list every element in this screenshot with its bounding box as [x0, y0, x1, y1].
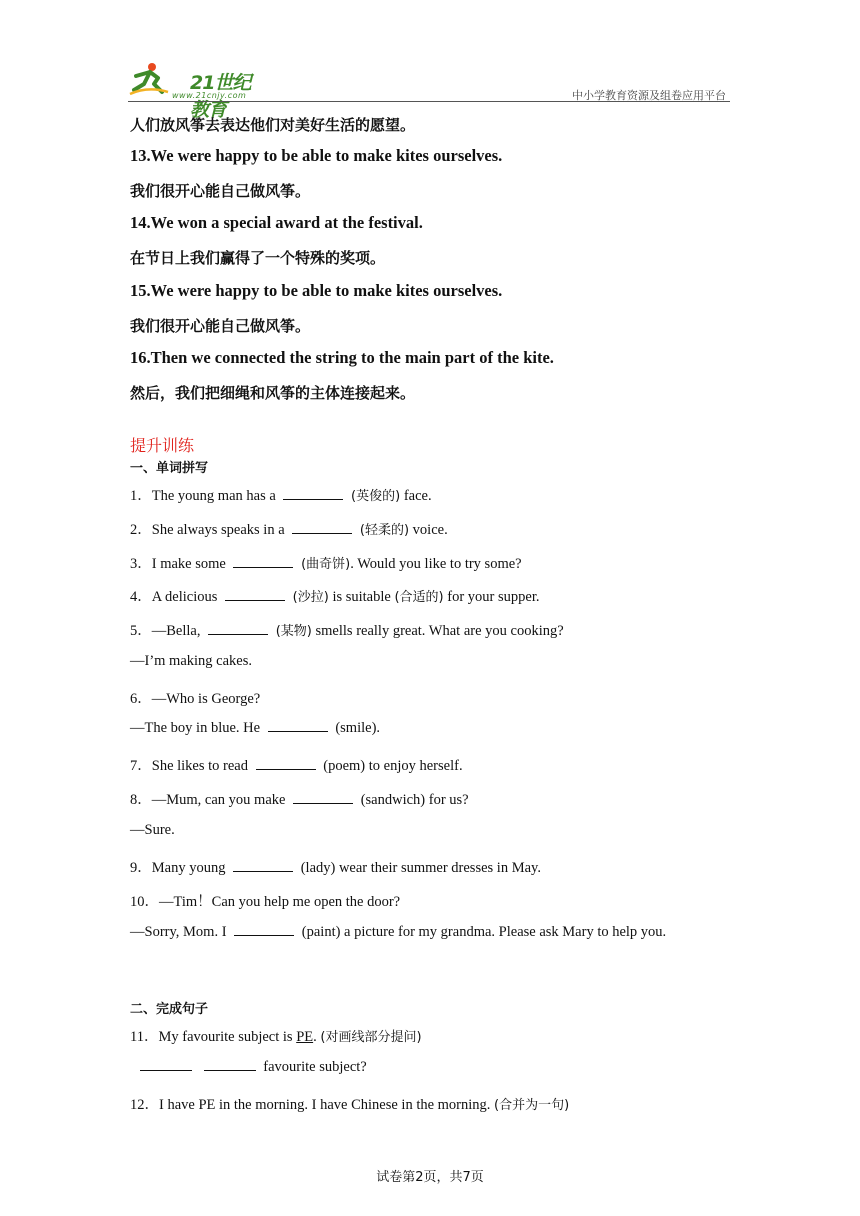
question-number: 3．: [130, 556, 152, 572]
answer-blank[interactable]: [292, 532, 352, 534]
question-text: (poem) to enjoy herself.: [323, 758, 463, 774]
answer-blank[interactable]: [233, 566, 293, 568]
answer-blank[interactable]: [283, 498, 343, 500]
question-text: She always speaks in a: [151, 522, 285, 538]
question-11: [130, 1025, 422, 1046]
answer-blank[interactable]: [234, 934, 294, 936]
site-title: 中小学教育资源及组卷应用平台: [572, 89, 726, 102]
question-number: 8．: [130, 792, 152, 808]
runner-logo-icon: [128, 62, 170, 98]
question-11-answer: [136, 1059, 367, 1076]
answer-blank[interactable]: [293, 802, 353, 804]
question-4: [130, 585, 539, 606]
question-text: —Bella,: [151, 623, 201, 639]
question-text: The young man has a: [151, 488, 276, 504]
page-number: 试卷第2页，共7页: [376, 1170, 484, 1185]
question-text: —Sorry, Mom. I: [130, 924, 227, 940]
page-header: [128, 62, 730, 121]
translation-en-14: 14.We won a special award at the festival.: [130, 213, 423, 232]
section-title: 提升训练: [130, 436, 195, 455]
part1-heading: 一、单词拼写: [130, 461, 209, 476]
question-number: 2．: [130, 522, 152, 538]
question-number: 9．: [130, 860, 152, 876]
question-text: face.: [403, 488, 432, 504]
question-text: smells really great. What are you cooking?: [315, 623, 564, 639]
question-text: (lady) wear their summer dresses in May.: [300, 860, 541, 876]
answer-blank[interactable]: [140, 1069, 192, 1071]
question-text: voice.: [412, 522, 448, 538]
hint: (轻柔的): [359, 523, 410, 538]
hint: (曲奇饼): [301, 557, 351, 572]
question-10-line2: [130, 924, 666, 941]
question-text: A delicious: [151, 589, 218, 605]
logo-url: www.21cnjy.com: [172, 91, 247, 100]
question-6: [130, 687, 260, 708]
question-9: [130, 856, 541, 877]
translation-en-13: 13.We were happy to be able to make kites ourselves.: [130, 146, 503, 165]
underlined-word: PE: [296, 1029, 314, 1045]
answer-blank[interactable]: [268, 730, 328, 732]
question-5-reply: —I’m making cakes.: [130, 653, 253, 669]
question-number: 6．: [130, 691, 152, 707]
question-text: (paint) a picture for my grandma. Please ask Mary to help you.: [301, 924, 667, 940]
question-8: [130, 788, 469, 809]
question-8-reply: —Sure.: [130, 822, 175, 838]
hint: (某物): [275, 624, 312, 639]
page-footer: [0, 1166, 860, 1186]
question-text: —Mum, can you make: [151, 792, 286, 808]
question-text: I have PE in the morning. I have Chinese in the morning.: [159, 1097, 491, 1113]
question-number: 12．: [130, 1097, 159, 1113]
question-3: [130, 552, 522, 573]
question-text: She likes to read: [151, 758, 248, 774]
question-text: —Tim！Can you help me open the door?: [159, 894, 401, 910]
question-12: [130, 1093, 569, 1114]
question-2: [130, 518, 448, 539]
question-10: [130, 890, 400, 911]
question-text: . Would you like to try some?: [350, 556, 522, 572]
question-text: —Who is George?: [151, 691, 261, 707]
question-text: (sandwich) for us?: [360, 792, 469, 808]
question-text: I make some: [151, 556, 226, 572]
question-text: for your supper.: [447, 589, 540, 605]
hint: (对画线部分提问): [320, 1030, 422, 1045]
translation-en-16: 16.Then we connected the string to the main part of the kite.: [130, 348, 554, 367]
answer-blank[interactable]: [225, 599, 285, 601]
hint: (合适的): [394, 590, 444, 605]
question-number: 7．: [130, 758, 152, 774]
question-text: —The boy in blue. He: [130, 720, 261, 736]
question-number: 11．: [130, 1029, 159, 1045]
question-number: 10．: [130, 894, 159, 910]
hint: (合并为一句): [494, 1098, 570, 1113]
question-7: [130, 754, 463, 775]
logo: [128, 62, 268, 121]
question-number: 5．: [130, 623, 152, 639]
translation-cn-14: 在节日上我们赢得了一个特殊的奖项。: [130, 249, 386, 267]
answer-blank[interactable]: [204, 1069, 256, 1071]
question-5: [130, 619, 564, 640]
translation-cn-15: 我们很开心能自己做风筝。: [130, 317, 311, 335]
translation-cn-12: 人们放风筝去表达他们对美好生活的愿望。: [130, 116, 416, 134]
question-text: is suitable: [332, 589, 391, 605]
question-text: .: [313, 1029, 317, 1045]
hint: (沙拉): [292, 590, 329, 605]
question-text: favourite subject?: [263, 1059, 367, 1075]
translation-cn-13: 我们很开心能自己做风筝。: [130, 182, 311, 200]
answer-blank[interactable]: [233, 870, 293, 872]
question-text: My favourite subject is: [158, 1029, 293, 1045]
question-number: 4．: [130, 589, 152, 605]
logo-text: 21世纪教育: [190, 72, 251, 121]
hint: (英俊的): [351, 489, 401, 504]
answer-blank[interactable]: [208, 633, 268, 635]
translation-cn-16: 然后，我们把细绳和风筝的主体连接起来。: [130, 384, 416, 402]
question-6-line2: [130, 720, 380, 737]
answer-blank[interactable]: [256, 768, 316, 770]
header-divider: [128, 101, 730, 102]
translation-en-15: 15.We were happy to be able to make kites ourselves.: [130, 281, 503, 300]
question-number: 1．: [130, 488, 152, 504]
question-1: [130, 484, 432, 505]
part2-heading: 二、完成句子: [130, 1002, 209, 1017]
question-text: Many young: [151, 860, 226, 876]
question-text: (smile).: [335, 720, 381, 736]
